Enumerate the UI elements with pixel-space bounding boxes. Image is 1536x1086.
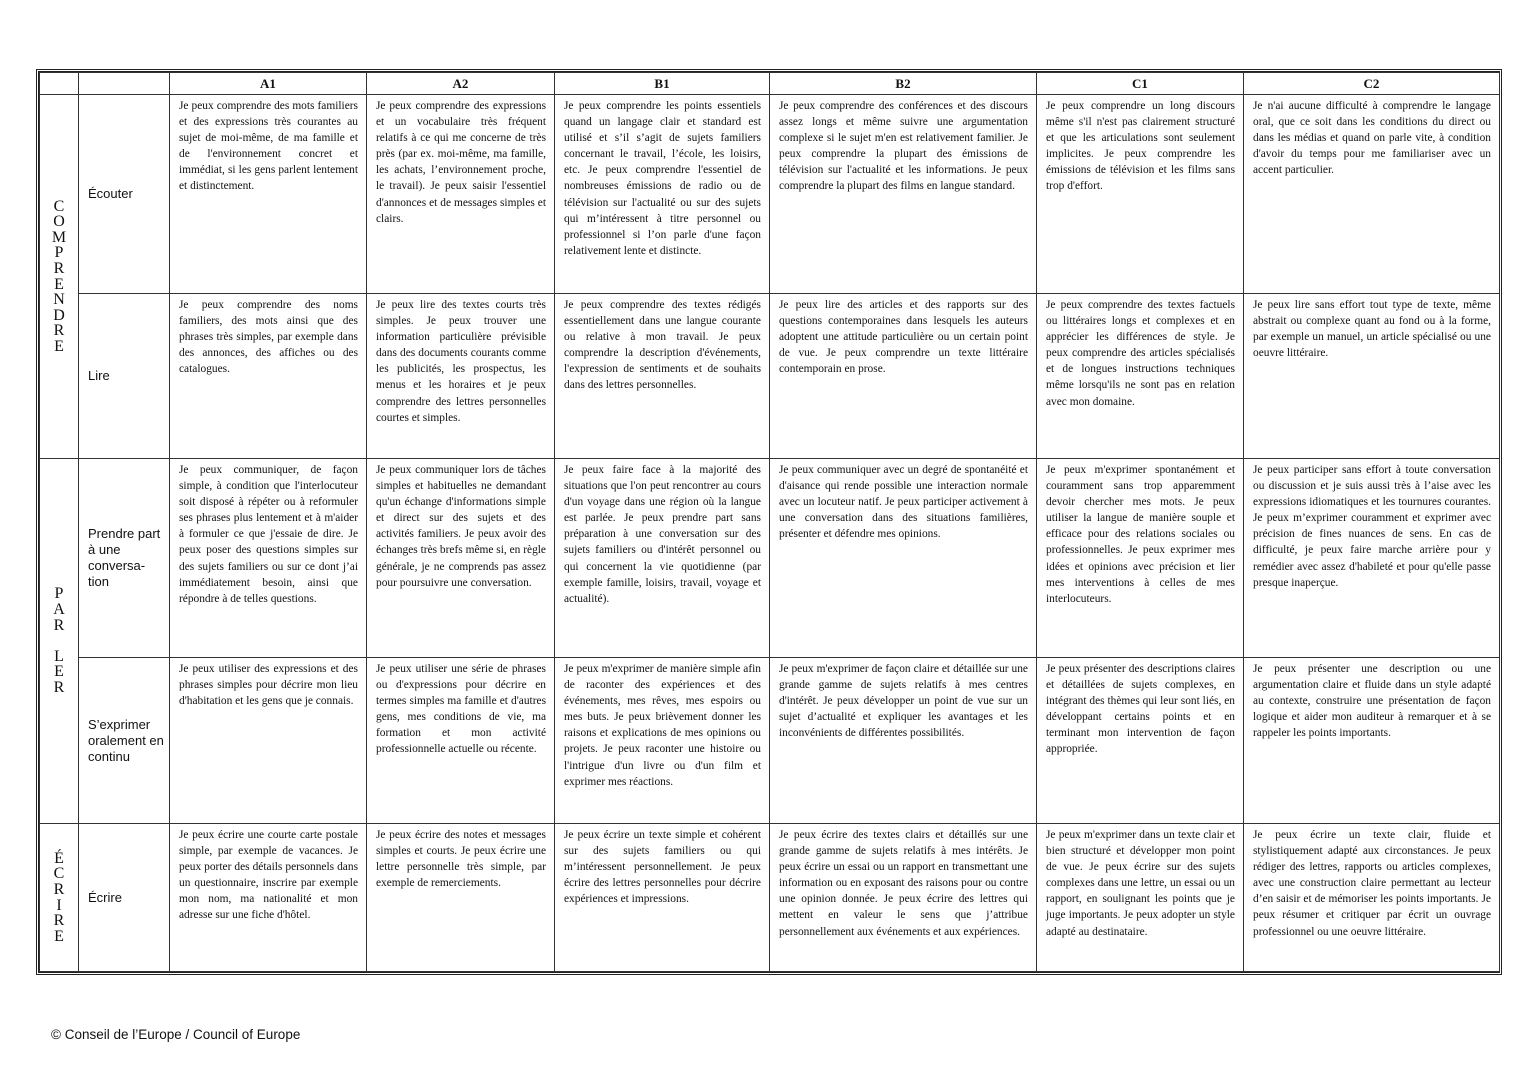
- corner-cell: [40, 73, 79, 95]
- descriptor-lire-b2: Je peux lire des articles et des rapports sur des questions contemporaines dans lesquels les auteurs adoptent une attitude particulière ou un certain point de vue. Je peux comprendre un texte littéraire contemporain en prose.: [770, 294, 1037, 459]
- descriptor-expression-c1: Je peux présenter des descriptions claires et détaillées de sujets complexes, en intégrant des thèmes qui leur sont liés, en développant certains points et en terminant mon intervention de façon appropriée.: [1037, 658, 1244, 824]
- level-header-b2: B2: [770, 73, 1037, 95]
- cefr-grid-frame: [36, 69, 1502, 975]
- level-header-a1: A1: [170, 73, 367, 95]
- level-header-row: [40, 73, 1500, 95]
- descriptor-lire-c2: Je peux lire sans effort tout type de texte, même abstrait ou complexe quant au fond ou à la forme, par exemple un manuel, un article spécialisé ou une oeuvre littéraire.: [1244, 294, 1500, 459]
- skill-sexprimer: S’exprimer oralement en continu: [79, 658, 170, 824]
- descriptor-conversation-b2: Je peux communiquer avec un degré de spontanéité et d'aisance qui rende possible une interaction normale avec un locuteur natif. Je peux participer activement à une conversation dans des situations familières, présenter et défendre mes opinions.: [770, 459, 1037, 658]
- descriptor-conversation-b1: Je peux faire face à la majorité des situations que l'on peut rencontrer au cours d'un voyage dans une région où la langue est parlée. Je peux prendre part sans préparation à une conversation sur des sujets familiers ou d'intérêt personnel ou qui concernent la vie quotidienne (par exemple famille, loisirs, travail, voyage et actualité).: [555, 459, 770, 658]
- descriptor-ecouter-a2: Je peux comprendre des expressions et un vocabulaire très fréquent relatifs à ce qui me concerne de très près (par ex. moi-même, ma famille, les achats, l’environnement proche, le travail). Je peux saisir l'essentiel d'annonces et de messages simples et clairs.: [367, 95, 555, 294]
- descriptor-ecrire-a2: Je peux écrire des notes et messages simples et courts. Je peux écrire une lettre personnelle très simple, par exemple de remerciements.: [367, 824, 555, 972]
- descriptor-ecouter-c2: Je n'ai aucune difficulté à comprendre le langage oral, que ce soit dans les conditions du direct ou dans les médias et quand on parle vite, à condition d'avoir du temps pour me familiariser avec un accent particulier.: [1244, 95, 1500, 294]
- table-row: [40, 658, 1500, 824]
- descriptor-conversation-a2: Je peux communiquer lors de tâches simples et habituelles ne demandant qu'un échange d'informations simple et direct sur des sujets et des activités familiers. Je peux avoir des échanges très brefs même si, en règle générale, je ne comprends pas assez pour poursuivre une conversation.: [367, 459, 555, 658]
- descriptor-lire-a1: Je peux comprendre des noms familiers, des mots ainsi que des phrases très simples, par exemple dans des annonces, des affiches ou des catalogues.: [170, 294, 367, 459]
- table-row: [40, 95, 1500, 294]
- skill-ecouter: Écouter: [79, 95, 170, 294]
- level-header-a2: A2: [367, 73, 555, 95]
- descriptor-ecouter-b1: Je peux comprendre les points essentiels quand un langage clair et standard est utilisé et s’il s’agit de sujets familiers concernant le travail, l’école, les loisirs, etc. Je peux comprendre l'essentiel de nombreuses émissions de radio ou de télévision sur l'actualité ou sur des sujets qui m’intéressent à titre personnel ou professionnel si l’on parle d'une façon relativement lente et distincte.: [555, 95, 770, 294]
- skill-header-cell: [79, 73, 170, 95]
- section-title-comprendre: C O M P R E N D R E: [51, 197, 67, 355]
- descriptor-conversation-a1: Je peux communiquer, de façon simple, à condition que l'interlocuteur soit disposé à répéter ou à reformuler ses phrases plus lentement et à m'aider à formuler ce que j'essaie de dire. Je peux poser des questions simples sur des sujets familiers ou sur ce dont j’ai immédiatement besoin, ainsi que répondre à de telles questions.: [170, 459, 367, 658]
- level-header-c2: C2: [1244, 73, 1500, 95]
- level-header-b1: B1: [555, 73, 770, 95]
- descriptor-expression-c2: Je peux présenter une description ou une argumentation claire et fluide dans un style adapté au contexte, construire une présentation de façon logique et aider mon auditeur à remarquer et à se rappeler les points importants.: [1244, 658, 1500, 824]
- descriptor-ecrire-b2: Je peux écrire des textes clairs et détaillés sur une grande gamme de sujets relatifs à mes intérêts. Je peux écrire un essai ou un rapport en transmettant une information ou en exposant des raisons pour ou contre une opinion donnée. Je peux écrire des lettres qui mettent en valeur le sens que j’attribue personnellement aux événements et aux expériences.: [770, 824, 1037, 972]
- descriptor-ecrire-b1: Je peux écrire un texte simple et cohérent sur des sujets familiers ou qui m’intéressent personnellement. Je peux écrire des lettres personnelles pour décrire expériences et impressions.: [555, 824, 770, 972]
- section-title-parler: P A R L E R: [53, 585, 65, 696]
- section-ecrire: [40, 824, 79, 972]
- descriptor-ecouter-a1: Je peux comprendre des mots familiers et des expressions très courantes au sujet de moi-même, de ma famille et de l'environnement concret et immédiat, si les gens parlent lentement et distinctement.: [170, 95, 367, 294]
- descriptor-conversation-c1: Je peux m'exprimer spontanément et couramment sans trop apparemment devoir chercher mes mots. Je peux utiliser la langue de manière souple et efficace pour des relations sociales ou professionnelles. Je peux exprimer mes idées et opinions avec précision et lier mes interventions à celles de mes interlocuteurs.: [1037, 459, 1244, 658]
- copyright-footer: © Conseil de l’Europe / Council of Europe: [51, 1027, 301, 1042]
- skill-lire: Lire: [79, 294, 170, 459]
- descriptor-ecrire-c2: Je peux écrire un texte clair, fluide et stylistiquement adapté aux circonstances. Je peux rédiger des lettres, rapports ou articles complexes, avec une construction claire permettant au lecteur d’en saisir et de mémoriser les points importants. Je peux résumer et critiquer par écrit un ouvrage professionnel ou une oeuvre littéraire.: [1244, 824, 1500, 972]
- descriptor-expression-a1: Je peux utiliser des expressions et des phrases simples pour décrire mon lieu d'habitation et les gens que je connais.: [170, 658, 367, 824]
- descriptor-expression-a2: Je peux utiliser une série de phrases ou d'expressions pour décrire en termes simples ma famille et d'autres gens, mes conditions de vie, ma formation et mon activité professionnelle actuelle ou récente.: [367, 658, 555, 824]
- skill-ecrire: Écrire: [79, 824, 170, 972]
- descriptor-expression-b2: Je peux m'exprimer de façon claire et détaillée sur une grande gamme de sujets relatifs à mes centres d'intérêt. Je peux développer un point de vue sur un sujet d’actualité et expliquer les avantages et les inconvénients de différentes possibilités.: [770, 658, 1037, 824]
- descriptor-lire-a2: Je peux lire des textes courts très simples. Je peux trouver une information particulière prévisible dans des documents courants comme les publicités, les prospectus, les menus et les horaires et je peux comprendre des lettres personnelles courtes et simples.: [367, 294, 555, 459]
- table-row: [40, 824, 1500, 972]
- section-title-ecrire: É C R I R E: [53, 849, 65, 945]
- section-parler: [40, 459, 79, 824]
- section-comprendre: [40, 95, 79, 459]
- descriptor-lire-b1: Je peux comprendre des textes rédigés essentiellement dans une langue courante ou relative à mon travail. Je peux comprendre la description d'événements, l'expression de sentiments et de souhaits dans des lettres personnelles.: [555, 294, 770, 459]
- cefr-self-assessment-grid: [39, 72, 1500, 972]
- descriptor-ecouter-b2: Je peux comprendre des conférences et des discours assez longs et même suivre une argumentation complexe si le sujet m'en est relativement familier. Je peux comprendre la plupart des émissions de télévision sur l'actualité et les informations. Je peux comprendre la plupart des films en langue standard.: [770, 95, 1037, 294]
- skill-prendre-part: Prendre part à une conversa-tion: [79, 459, 170, 658]
- descriptor-ecrire-c1: Je peux m'exprimer dans un texte clair et bien structuré et développer mon point de vue. Je peux écrire sur des sujets complexes dans une lettre, un essai ou un rapport, en soulignant les points que je juge importants. Je peux adopter un style adapté au destinataire.: [1037, 824, 1244, 972]
- descriptor-ecouter-c1: Je peux comprendre un long discours même s'il n'est pas clairement structuré et que les articulations sont seulement implicites. Je peux comprendre les émissions de télévision et les films sans trop d'effort.: [1037, 95, 1244, 294]
- descriptor-lire-c1: Je peux comprendre des textes factuels ou littéraires longs et complexes et en apprécier les différences de style. Je peux comprendre des articles spécialisés et de longues instructions techniques même lorsqu'ils ne sont pas en relation avec mon domaine.: [1037, 294, 1244, 459]
- descriptor-conversation-c2: Je peux participer sans effort à toute conversation ou discussion et je suis aussi très à l’aise avec les expressions idiomatiques et les tournures courantes. Je peux m’exprimer couramment et exprimer avec précision de fines nuances de sens. En cas de difficulté, je peux faire marche arrière pour y remédier avec assez d'habileté et pour qu'elle passe presque inaperçue.: [1244, 459, 1500, 658]
- table-row: [40, 294, 1500, 459]
- descriptor-expression-b1: Je peux m'exprimer de manière simple afin de raconter des expériences et des événements, mes rêves, mes espoirs ou mes buts. Je peux brièvement donner les raisons et explications de mes opinions ou projets. Je peux raconter une histoire ou l'intrigue d'un livre ou d'un film et exprimer mes réactions.: [555, 658, 770, 824]
- table-row: [40, 459, 1500, 658]
- descriptor-ecrire-a1: Je peux écrire une courte carte postale simple, par exemple de vacances. Je peux porter des détails personnels dans un questionnaire, inscrire par exemple mon nom, ma nationalité et mon adresse sur une fiche d'hôtel.: [170, 824, 367, 972]
- level-header-c1: C1: [1037, 73, 1244, 95]
